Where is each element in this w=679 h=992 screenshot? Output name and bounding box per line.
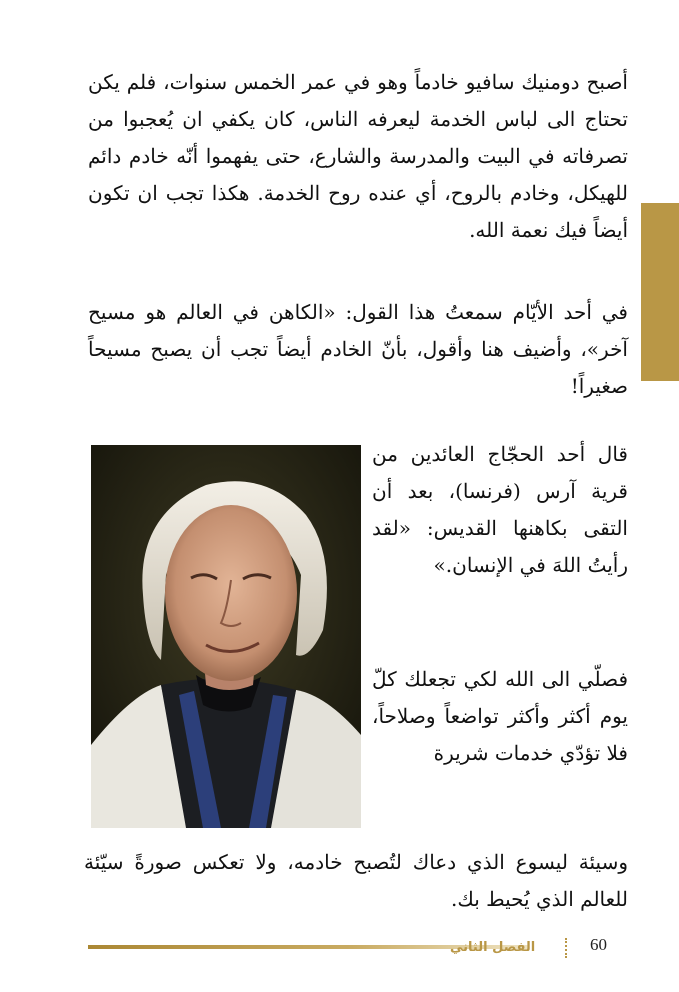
saint-portrait-image [91,445,361,828]
paragraph-4: فصلّي الى الله لكي تجعلك كلّ يوم أكثر وأكثر تواضعاً وصلاحاً، فلا تؤدّي خدمات شريرة [372,667,628,765]
paragraph-2: في أحد الأيّام سمعتُ هذا القول: «الكاهن في العالم هو مسيح آخر»، وأضيف هنا وأقول، بأنّ الخادم أيضاً تجب أن يصبح مسيحاً صغيراً! [88,300,628,398]
paragraph-5: وسيئة ليسوع الذي دعاك لتُصبح خادمه، ولا تعكس صورةً سيّئة للعالم الذي يُحيط بك. [84,850,628,911]
paragraph-1: أصبح دومنيك سافيو خادماً وهو في عمر الخمس سنوات، فلم يكن تحتاج الى لباس الخدمة ليعرفه الناس، كان يكفي ان يُعجبوا من تصرفاته في البيت والمدرسة والشارع، حتى يفهموا أنّه خادم دائم للهيكل، وخادم بالروح، أي عنده روح الخدمة. هكذا تجب ان تكون أيضاً فيك نعمة الله. [88,70,628,242]
chapter-title: الفصل الثاني [450,940,536,955]
page-number: 60 [590,935,607,954]
footer-separator [565,938,567,958]
paragraph-3: قال أحد الحجّاج العائدين من قرية آرس (فرنسا)، بعد أن التقى بكاهنها القديس: «لقد رأيتُ اللهَ في الإنسان.» [372,442,628,577]
chapter-side-tab [641,203,679,381]
